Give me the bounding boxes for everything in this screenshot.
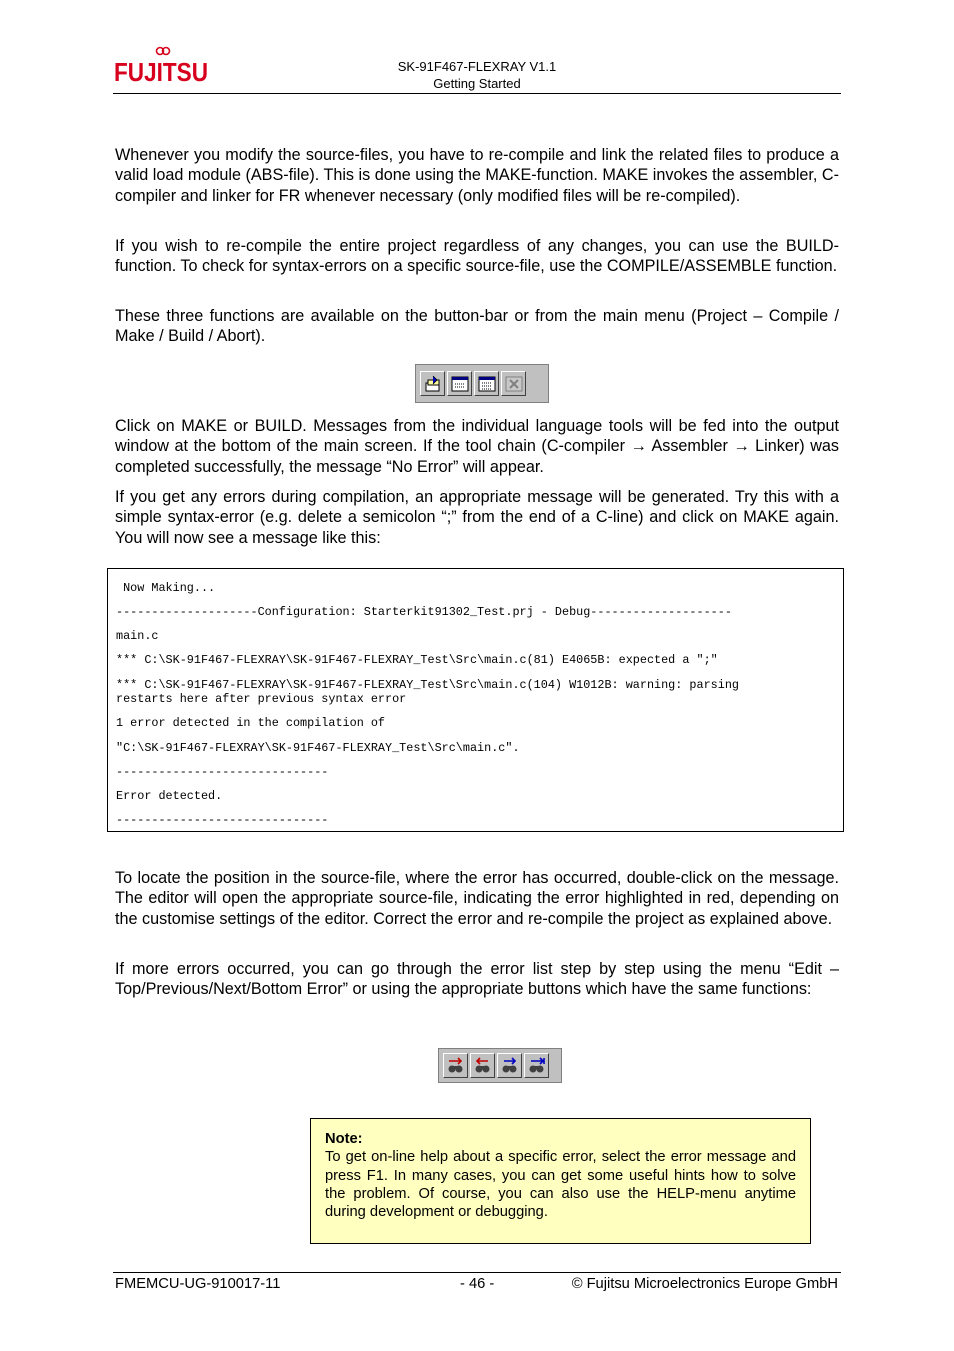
output-line: "C:\SK-91F467-FLEXRAY\SK-91F467-FLEXRAY_Test\Src\main.c". (116, 741, 520, 755)
paragraph-errors: If you get any errors during compilation, an appropriate message will be generated. Try this with a simple syntax-error (e.g. delete a semicolon “;” from the end of a C-line) and click on MAKE again. You will now see a message like this: (115, 488, 839, 547)
footer-copyright: © Fujitsu Microelectronics Europe GmbH (571, 1276, 838, 1292)
note-body: To get on-line help about a specific error, select the error message and press F1. In many cases, you can get some useful hints how to solve the problem. Of course, you can also use the HELP-menu anytime during development or debugging. (325, 1149, 796, 1221)
output-line[interactable]: *** C:\SK-91F467-FLEXRAY\SK-91F467-FLEXRAY_Test\Src\main.c(104) W1012B: warning: parsing (116, 678, 739, 692)
paragraph-make: Whenever you modify the source-files, you have to re-compile and link the related files to produce a valid load module (ABS-file). This is done using the MAKE-function. MAKE invokes the assembler, C-compiler and linker for FR whenever necessary (only modified files will be re-compiled). (115, 146, 839, 205)
bottom-error-icon (527, 1056, 547, 1076)
fujitsu-logo (113, 45, 213, 91)
output-line: ------------------------------ (116, 765, 329, 779)
abort-icon (504, 374, 524, 394)
make-button[interactable] (447, 371, 472, 396)
bottom-error-button[interactable] (524, 1053, 549, 1078)
build-button[interactable] (474, 371, 499, 396)
note-title: Note: (325, 1131, 363, 1147)
paragraph-build: If you wish to re-compile the entire project regardless of any changes, you can use the BUILD-function. To check for syntax-errors on a specific source-file, use the COMPILE/ASSEMBLE function. (115, 237, 839, 276)
next-error-icon (500, 1056, 520, 1076)
error-toolbar (438, 1048, 562, 1083)
document-title: SK-91F467-FLEXRAY V1.1 (397, 59, 557, 74)
note-box (310, 1118, 811, 1244)
output-line: ------------------------------ (116, 813, 329, 827)
make-icon (450, 374, 470, 394)
top-error-button[interactable] (443, 1053, 468, 1078)
output-line: Now Making... (116, 581, 216, 595)
top-error-icon (446, 1056, 466, 1076)
next-error-button[interactable] (497, 1053, 522, 1078)
paragraph-functions: These three functions are available on the button-bar or from the main menu (Project – Compile / Make / Build / Abort). (115, 307, 839, 346)
page-number: - 46 - (460, 1276, 495, 1292)
paragraph-messages: Click on MAKE or BUILD. Messages from the individual language tools will be fed into the output window at the bottom of the main screen. If the tool chain (C-compiler → Assembler → Linker) was completed successfully, the message “No Error” will appear. (115, 417, 839, 476)
output-line[interactable]: *** C:\SK-91F467-FLEXRAY\SK-91F467-FLEXRAY_Test\Src\main.c(81) E4065B: expected a ";" (116, 653, 718, 667)
header-rule (113, 93, 841, 94)
build-toolbar (415, 364, 549, 403)
logo-text: FUJITSU (114, 57, 208, 87)
output-line[interactable]: restarts here after previous syntax error (116, 692, 407, 706)
output-line: 1 error detected in the compilation of (116, 716, 386, 730)
paragraph-navigate: If more errors occurred, you can go through the error list step by step using the menu “Edit – Top/Previous/Next/Bottom Error” or using the appropriate buttons which have the same functions: (115, 960, 839, 999)
output-line: Error detected. (116, 789, 223, 803)
previous-error-icon (473, 1056, 493, 1076)
compile-button[interactable] (420, 371, 445, 396)
footer-doc-id: FMEMCU-UG-910017-11 (115, 1276, 281, 1292)
output-window[interactable] (107, 568, 844, 832)
paragraph-locate: To locate the position in the source-file, where the error has occurred, double-click on the message. The editor will open the appropriate source-file, indicating the error highlighted in red, depending on the customise settings of the editor. Correct the error and re-compile the project as explained above. (115, 869, 839, 928)
build-icon (477, 374, 497, 394)
compile-icon (423, 374, 443, 394)
previous-error-button[interactable] (470, 1053, 495, 1078)
document-subtitle: Getting Started (433, 76, 521, 91)
output-line: main.c (116, 629, 159, 643)
output-line: --------------------Configuration: Starterkit91302_Test.prj - Debug-------------------- (116, 605, 732, 619)
abort-button[interactable] (501, 371, 526, 396)
footer-rule (113, 1272, 841, 1273)
